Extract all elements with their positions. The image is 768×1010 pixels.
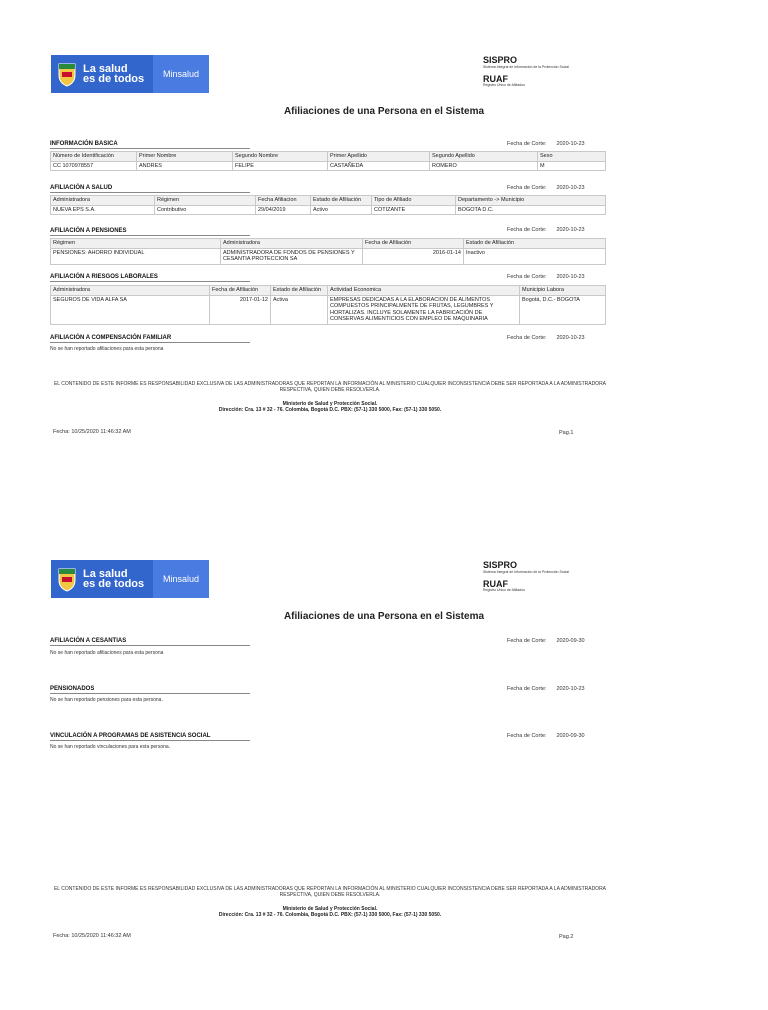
column-header: Fecha de Afiliación <box>363 239 464 249</box>
table-cell: COTIZANTE <box>372 205 456 215</box>
table-header-row <box>51 239 606 249</box>
column-header: Primer Apellido <box>328 152 430 162</box>
table-row <box>51 248 606 264</box>
table-cell: 2017-01-12 <box>210 295 271 324</box>
table-cell: Activa <box>271 295 328 324</box>
table-cell: M <box>538 161 606 171</box>
table-row <box>51 295 606 324</box>
column-header: Actividad Economica <box>328 286 520 296</box>
fecha-corte-cesantias: Fecha de Corte: 2020-09-30 <box>507 638 585 644</box>
coat-of-arms-icon <box>51 560 83 598</box>
page-number: Pag.1 <box>559 430 574 436</box>
no-records-note: No se han reportado afiliaciones para esta persona <box>50 650 164 656</box>
page-1 <box>0 0 768 500</box>
document-title: Afiliaciones de una Persona en el Sistema <box>283 611 485 622</box>
table-header-row <box>51 152 606 162</box>
table-cell: ADMINISTRADORA DE FONDOS DE PENSIONES Y CESANTIA PROTECCION SA <box>221 248 363 264</box>
section-title-compensacion: AFILIACIÓN A COMPENSACIÓN FAMILIAR <box>50 335 250 343</box>
basic-info-table <box>50 151 606 171</box>
column-header: Segundo Nombre <box>233 152 328 162</box>
slogan: La salud es de todos <box>83 568 145 590</box>
table-header-row <box>51 286 606 296</box>
no-records-note: No se han reportado pensiones para esta persona. <box>50 697 163 703</box>
table-cell: EMPRESAS DEDICADAS A LA ELABORACION DE ALIMENTOS COMPUESTOS PRINCIPALMENTE DE FRUTAS, LEGUMBRES Y HORTALIZAS. INCLUYE SOLAMENTE LA FABRICACIÓN DE CONSERVAS ALIMENTICIOS CON EMPLEO DE MAQUINARIA <box>328 295 520 324</box>
fecha-corte-riesgos: Fecha de Corte: 2020-10-23 <box>507 274 585 280</box>
fecha-corte-vinculacion: Fecha de Corte: 2020-09-30 <box>507 733 585 739</box>
table-cell: CC 1070978557 <box>51 161 137 171</box>
table-row <box>51 205 606 215</box>
page-2 <box>0 505 768 1005</box>
column-header: Segundo Apellido <box>430 152 538 162</box>
table-cell: BOGOTA D.C. <box>456 205 606 215</box>
column-header: Estado de Afiliación <box>464 239 606 249</box>
page-number: Pag.2 <box>559 934 574 940</box>
column-header: Departamento -> Municipio <box>456 196 606 206</box>
disclaimer: EL CONTENIDO DE ESTE INFORME ES RESPONSABILIDAD EXCLUSIVA DE LAS ADMINISTRADORAS QUE REPORTAN LA INFORMACIÓN AL MINISTERIO CUALQUIER INCONSISTENCIA DEBE SER REPORTADA A LA ADMINISTRADORA RESPECTIVA, QUIEN DEBE RESOLVERLA. <box>53 886 607 898</box>
document-title: Afiliaciones de una Persona en el Sistema <box>283 106 485 117</box>
minsalud-logo <box>51 560 209 598</box>
sispro-logo: SISPRO <box>483 560 518 570</box>
table-cell: ROMERO <box>430 161 538 171</box>
pensiones-table <box>50 238 606 265</box>
disclaimer: EL CONTENIDO DE ESTE INFORME ES RESPONSABILIDAD EXCLUSIVA DE LAS ADMINISTRADORAS QUE REPORTAN LA INFORMACIÓN AL MINISTERIO CUALQUIER INCONSISTENCIA DEBE SER REPORTADA A LA ADMINISTRADORA RESPECTIVA, QUIEN DEBE RESOLVERLA. <box>53 381 607 393</box>
column-header: Administradora <box>51 286 210 296</box>
section-title-riesgos: AFILIACIÓN A RIESGOS LABORALES <box>50 274 250 282</box>
print-date: Fecha: 10/25/2020 11:46:32 AM <box>53 429 131 435</box>
table-cell: 29/04/2019 <box>256 205 311 215</box>
column-header: Número de Identificación <box>51 152 137 162</box>
brand-name: Minsalud <box>153 560 209 598</box>
column-header: Estado de Afiliación <box>311 196 372 206</box>
no-records-note: No se han reportado afiliaciones para esta persona <box>50 346 164 352</box>
fecha-corte-compensacion: Fecha de Corte: 2020-10-23 <box>507 335 585 341</box>
section-title-cesantias: AFILIACIÓN A CESANTIAS <box>50 638 250 646</box>
table-cell: FELIPE <box>233 161 328 171</box>
ministry-address: Dirección: Cra. 13 # 32 - 76. Colombia, Bogotá D.C. PBX: (57-1) 330 5000, Fax: (57-1) 330 5050. <box>218 912 442 918</box>
column-header: Estado de Afiliación <box>271 286 328 296</box>
column-header: Régimen <box>51 239 221 249</box>
table-cell: ANDRES <box>137 161 233 171</box>
table-cell: Activo <box>311 205 372 215</box>
table-cell: 2016-01-14 <box>363 248 464 264</box>
fecha-corte-salud: Fecha de Corte: 2020-10-23 <box>507 185 585 191</box>
fecha-corte-pensiones: Fecha de Corte: 2020-10-23 <box>507 227 585 233</box>
fecha-corte-pensionados: Fecha de Corte: 2020-10-23 <box>507 686 585 692</box>
ministry-name: Ministerio de Salud y Protección Social. <box>282 906 378 912</box>
column-header: Fecha de Afiliación <box>210 286 271 296</box>
sispro-subtitle: Sistema Integral de Información de la Protección Social <box>483 570 569 574</box>
section-title-basica: INFORMACIÓN BASICA <box>50 141 250 149</box>
salud-table <box>50 195 606 215</box>
no-records-note: No se han reportado vinculaciones para esta persona. <box>50 744 171 750</box>
fecha-corte-basica: Fecha de Corte: 2020-10-23 <box>507 141 585 147</box>
sispro-logo: SISPRO <box>483 55 518 65</box>
table-cell: Bogotá, D.C.- BOGOTA <box>520 295 606 324</box>
column-header: Sexo <box>538 152 606 162</box>
column-header: Tipo de Afiliado <box>372 196 456 206</box>
ruaf-subtitle: Registro Único de Afiliados <box>483 83 525 87</box>
table-cell: CASTAÑEDA <box>328 161 430 171</box>
table-cell: NUEVA EPS S.A. <box>51 205 155 215</box>
column-header: Administradora <box>221 239 363 249</box>
brand-name: Minsalud <box>153 55 209 93</box>
column-header: Municipio Labora <box>520 286 606 296</box>
ministry-address: Dirección: Cra. 13 # 32 - 76. Colombia, Bogotá D.C. PBX: (57-1) 330 5000, Fax: (57-1) 330 5050. <box>218 407 442 413</box>
section-title-pensiones: AFILIACIÓN A PENSIONES <box>50 228 250 236</box>
table-cell: Inactivo <box>464 248 606 264</box>
section-title-pensionados: PENSIONADOS <box>50 686 250 694</box>
table-cell: Contributivo <box>155 205 256 215</box>
table-row <box>51 161 606 171</box>
column-header: Régimen <box>155 196 256 206</box>
riesgos-table <box>50 285 606 325</box>
ruaf-subtitle: Registro Único de Afiliados <box>483 588 525 592</box>
sispro-subtitle: Sistema Integral de Información de la Protección Social <box>483 65 569 69</box>
ministry-name: Ministerio de Salud y Protección Social. <box>282 401 378 407</box>
column-header: Administradora <box>51 196 155 206</box>
column-header: Primer Nombre <box>137 152 233 162</box>
table-cell: PENSIONES: AHORRO INDIVIDUAL <box>51 248 221 264</box>
section-title-vinculacion: VINCULACIÓN A PROGRAMAS DE ASISTENCIA SOCIAL <box>50 733 250 741</box>
ruaf-logo: RUAF <box>483 74 508 84</box>
print-date: Fecha: 10/25/2020 11:46:32 AM <box>53 933 131 939</box>
column-header: Fecha Afiliacion <box>256 196 311 206</box>
table-cell: SEGUROS DE VIDA ALFA SA <box>51 295 210 324</box>
table-header-row <box>51 196 606 206</box>
slogan: La salud es de todos <box>83 63 145 85</box>
section-title-salud: AFILIACIÓN A SALUD <box>50 185 250 193</box>
coat-of-arms-icon <box>51 55 83 93</box>
ruaf-logo: RUAF <box>483 579 508 589</box>
minsalud-logo <box>51 55 209 93</box>
